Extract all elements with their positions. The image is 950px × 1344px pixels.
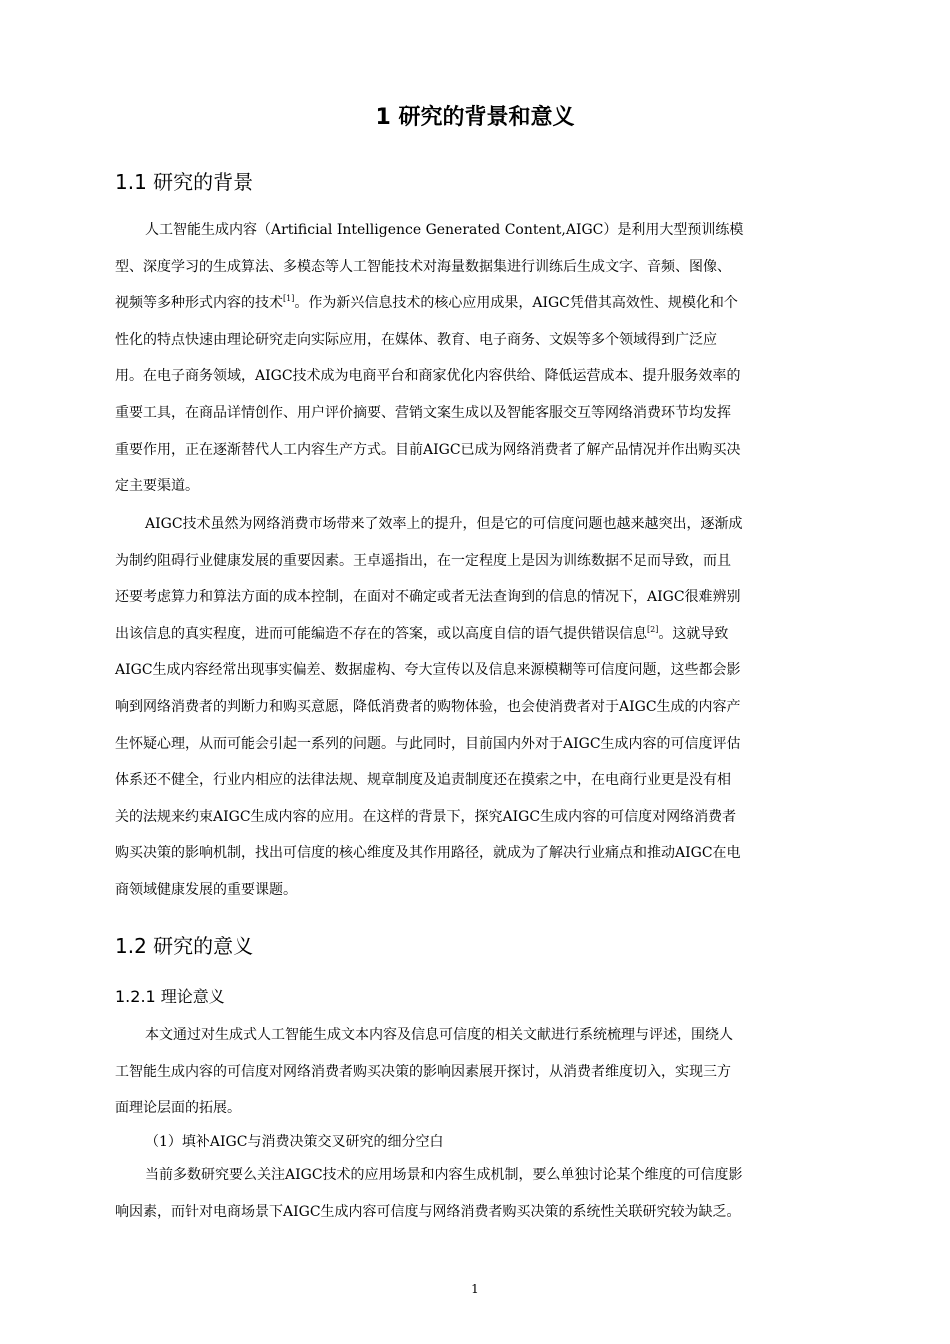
section-heading-background: 1.1 研究的背景 — [115, 170, 254, 194]
paragraph-line: 重要工具，在商品详情创作、用户评价摘要、营销文案生成以及智能客服交互等网络消费环节均发挥 — [115, 404, 731, 421]
paragraph-line: 当前多数研究要么关注AIGC技术的应用场景和内容生成机制，要么单独讨论某个维度的可信度影 — [145, 1167, 743, 1183]
paragraph-line: 视频等多种形式内容的技术[1]。作为新兴信息技术的核心应用成果，AIGC凭借其高效性、规模化和个 — [115, 294, 738, 312]
paragraph-line: 体系还不健全，行业内相应的法律法规、规章制度及追责制度还在摸索之中，在电商行业更是没有相 — [115, 772, 731, 789]
paragraph-line: 响因素，而针对电商场景下AIGC生成内容可信度与网络消费者购买决策的系统性关联研究较为缺乏。 — [115, 1203, 741, 1220]
paragraph-line: 生怀疑心理，从而可能会引起一系列的问题。与此同时，目前国内外对于AIGC生成内容的可信度评估 — [115, 735, 741, 752]
paragraph-line: AIGC生成内容经常出现事实偏差、数据虚构、夸大宣传以及信息来源模糊等可信度问题，这些都会影 — [115, 662, 741, 679]
paragraph-line: 响到网络消费者的判断力和购买意愿，降低消费者的购物体验，也会使消费者对于AIGC生成的内容产 — [115, 698, 741, 715]
paragraph-background-2 — [115, 506, 860, 909]
paragraph-line: 关的法规来约束AIGC生成内容的应用。在这样的背景下，探究AIGC生成内容的可信度对网络消费者 — [115, 808, 737, 825]
paragraph-background-1 — [115, 212, 860, 505]
paragraph-point-1-body — [115, 1157, 860, 1230]
paragraph-line: 人工智能生成内容（Artificial Intelligence Generated Content,AIGC）是利用大型预训练模 — [145, 222, 744, 238]
paragraph-line: 购买决策的影响机制，找出可信度的核心维度及其作用路径，就成为了解决行业痛点和推动AIGC在电 — [115, 845, 741, 862]
paragraph-line: 还要考虑算力和算法方面的成本控制，在面对不确定或者无法查询到的信息的情况下，AIGC很难辨别 — [115, 589, 741, 606]
paragraph-line: 为制约阻碍行业健康发展的重要因素。王卓遥指出，在一定程度上是因为训练数据不足而导致，而且 — [115, 552, 731, 569]
paragraph-line: 商领域健康发展的重要课题。 — [115, 881, 297, 898]
page-number: 1 — [471, 1282, 479, 1296]
paragraph-line: 用。在电子商务领域，AIGC技术成为电商平台和商家优化内容供给、降低运营成本、提升服务效率的 — [115, 368, 741, 385]
paragraph-line: 型、深度学习的生成算法、多模态等人工智能技术对海量数据集进行训练后生成文字、音频、图像、 — [115, 258, 731, 275]
paragraph-line: 工智能生成内容的可信度对网络消费者购买决策的影响因素展开探讨，从消费者维度切入，实现三方 — [115, 1063, 731, 1080]
paragraph-line: 出该信息的真实程度，进而可能编造不存在的答案，或以高度自信的语气提供错误信息[2]。这就导致 — [115, 624, 729, 642]
paragraph-line: （1）填补AIGC与消费决策交叉研究的细分空白 — [145, 1134, 444, 1150]
paragraph-line: 重要作用，正在逐渐替代人工内容生产方式。目前AIGC已成为网络消费者了解产品情况并作出购买决 — [115, 441, 741, 458]
section-heading-significance: 1.2 研究的意义 — [115, 934, 254, 958]
citation-2[interactable]: [2] — [647, 624, 659, 634]
subsection-heading-theory: 1.2.1 理论意义 — [115, 987, 225, 1006]
paragraph-line: 定主要渠道。 — [115, 478, 199, 495]
citation-1[interactable]: [1] — [283, 294, 295, 304]
paragraph-theory-intro — [115, 1017, 860, 1127]
paragraph-line: 本文通过对生成式人工智能生成文本内容及信息可信度的相关文献进行系统梳理与评述，围绕人 — [145, 1027, 733, 1043]
paragraph-line: 面理论层面的拓展。 — [115, 1100, 241, 1117]
paragraph-line: 性化的特点快速由理论研究走向实际应用，在媒体、教育、电子商务、文娱等多个领域得到广泛应 — [115, 331, 717, 348]
paragraph-point-1 — [115, 1124, 860, 1161]
paragraph-line: AIGC技术虽然为网络消费市场带来了效率上的提升，但是它的可信度问题也越来越突出，逐渐成 — [145, 516, 743, 532]
chapter-title: 1 研究的背景和意义 — [375, 105, 575, 130]
